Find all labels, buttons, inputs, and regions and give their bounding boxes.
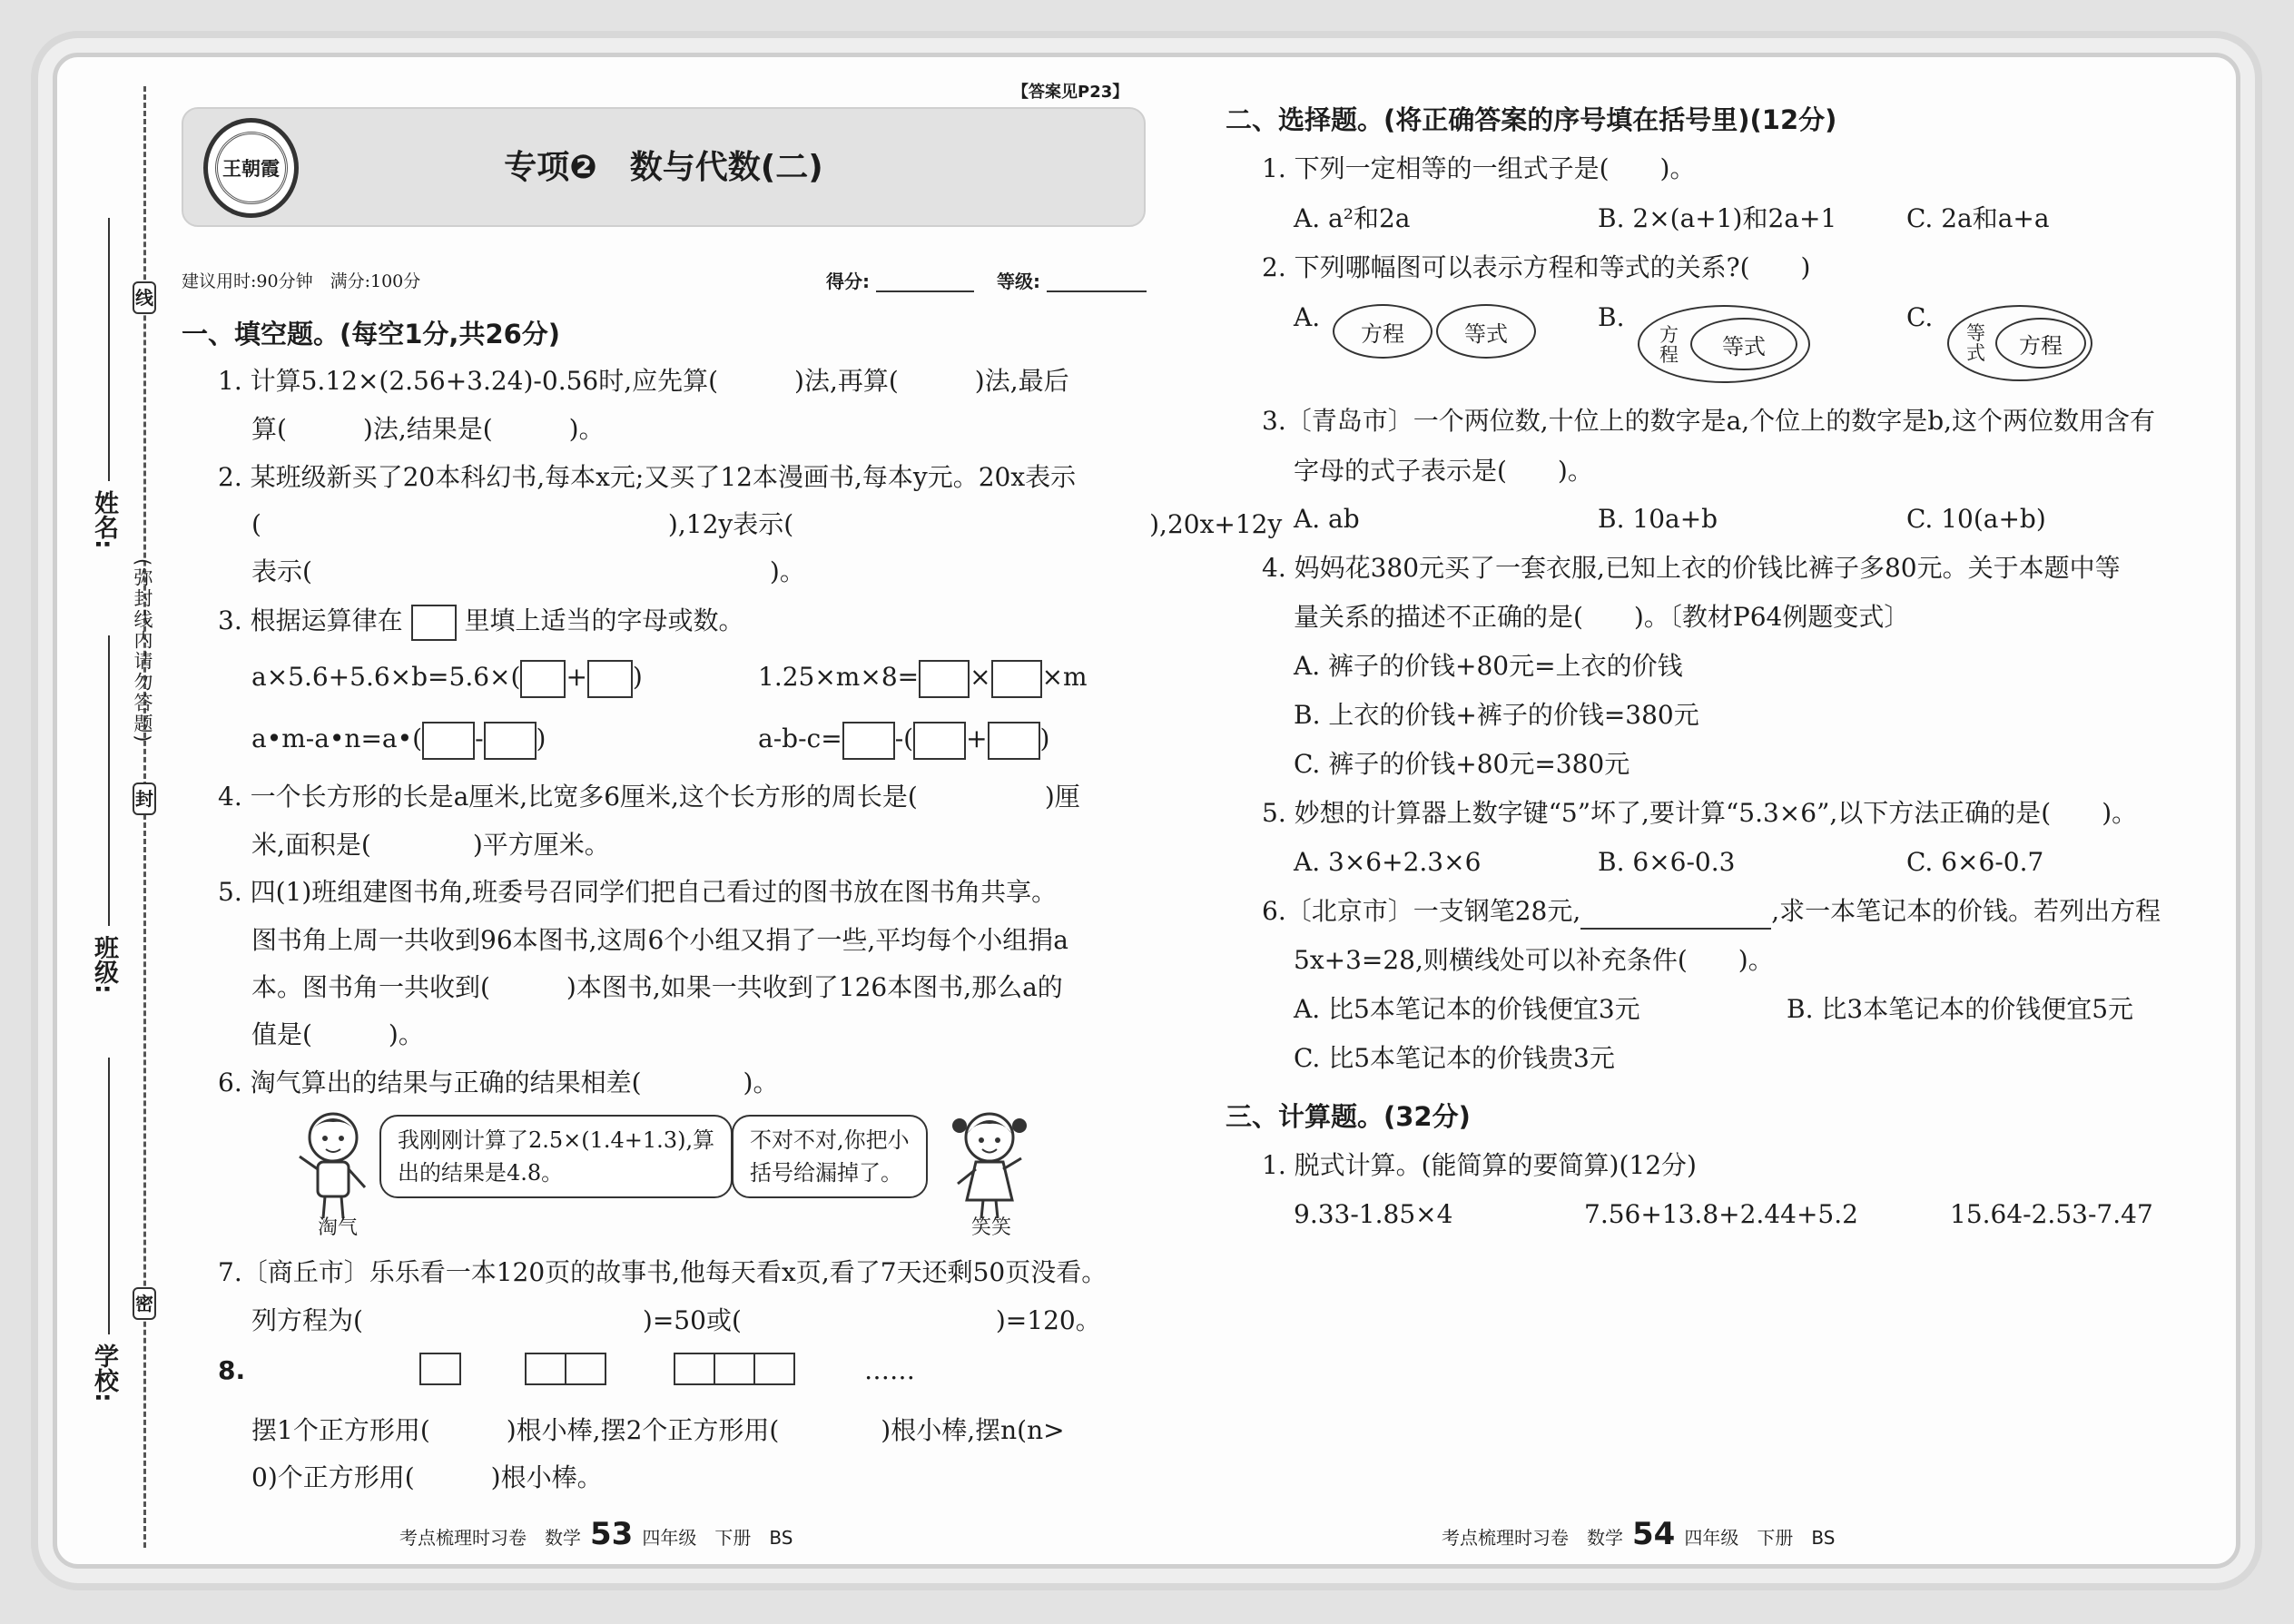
r-q5-option-a[interactable]: A. 3×6+2.3×6 (1294, 847, 1482, 877)
q1-line2: 算( )法,结果是( )。 (251, 414, 605, 444)
answer-box[interactable] (913, 722, 966, 760)
school-field[interactable] (108, 1058, 110, 1334)
r-q3-option-b[interactable]: B. 10a+b (1598, 504, 1718, 534)
expr-text: ) (1039, 723, 1050, 753)
answer-box[interactable] (422, 722, 475, 760)
venn-c-inner-fangcheng: 方程 (1995, 318, 2086, 369)
q5-line2: 图书角上周一共收到96本图书,这周6个小组又捐了一些,平均每个小组捐a (251, 925, 1068, 955)
class-label: 班级: (90, 935, 118, 994)
title-banner (182, 107, 1146, 227)
seal-char-feng: 封 (133, 782, 156, 815)
q7-line1: 7.〔商丘市〕乐乐看一本120页的故事书,他每天看x页,看了7天还剩50页没看。 (218, 1257, 1108, 1287)
answer-box[interactable] (991, 660, 1042, 698)
section-fill-in: 一、填空题。(每空1分,共26分) (182, 319, 561, 349)
character-label-xiaoxiao: 笑笑 (971, 1216, 1012, 1239)
r-q3-line1: 3.〔青岛市〕一个两位数,十位上的数字是a,个位上的数字是b,这个两位数用含有 (1262, 406, 2156, 436)
seal-char-xian: 线 (133, 281, 156, 314)
class-field[interactable] (108, 635, 110, 926)
r-q2-option-c[interactable]: C. (1906, 302, 1934, 332)
q8-line2: 0)个正方形用( )根小棒。 (251, 1462, 603, 1492)
r-q6-option-b[interactable]: B. 比3本笔记本的价钱便宜5元 (1787, 994, 2134, 1024)
xiaoxiao-girl-figure (949, 1106, 1030, 1224)
r-q1: 1. 下列一定相等的一组式子是( )。 (1262, 153, 1696, 183)
square (525, 1353, 566, 1385)
r-q3-line2: 字母的式子表示是( )。 (1294, 456, 1593, 486)
suggested-time: 建议用时:90分钟 满分:100分 (182, 271, 421, 291)
q5-line3: 本。图书角一共收到( )本图书,如果一共收到了126本图书,那么a的 (251, 972, 1063, 1002)
q2-line3: 表示( )。 (251, 556, 805, 586)
pattern-ellipsis: …… (864, 1355, 915, 1385)
r-q5-option-c[interactable]: C. 6×6-0.7 (1906, 847, 2044, 877)
stick-square-3 (674, 1353, 795, 1385)
venn-a-dengshi: 等式 (1436, 304, 1536, 359)
answer-box[interactable] (484, 722, 537, 760)
expr-text: -( (894, 723, 914, 753)
expr-text: a×5.6+5.6×b=5.6×( (251, 662, 521, 692)
q1-line1: 1. 计算5.12×(2.56+3.24)-0.56时,应先算( )法,再算( )法,最后 (218, 366, 1069, 396)
r-q2-option-b[interactable]: B. (1598, 302, 1625, 332)
q3-row1-right (758, 659, 1088, 698)
venn-c-char: 等 (1966, 322, 1985, 344)
section-calculation: 三、计算题。(32分) (1226, 1101, 1471, 1132)
bubble-line: 不对不对,你把小 (750, 1127, 910, 1153)
answer-box[interactable] (842, 722, 895, 760)
score-field[interactable] (876, 269, 974, 292)
q6-line1: 6. 淘气算出的结果与正确的结果相差( )。 (218, 1068, 779, 1097)
q3-row2-left (251, 721, 546, 760)
r-q1-option-a[interactable]: A. a²和2a (1294, 203, 1411, 233)
answer-box-sample (411, 605, 457, 641)
logo-text: 王朝霞 (215, 132, 288, 204)
taoqi-boy-figure (292, 1106, 374, 1224)
bubble-line: 我刚刚计算了2.5×(1.4+1.3),算 (398, 1127, 715, 1153)
venn-b-char: 方 (1659, 324, 1679, 346)
score-label: 得分: (826, 271, 870, 292)
r-c1-expr-a: 9.33-1.85×4 (1294, 1199, 1453, 1229)
q4-line1: 4. 一个长方形的长是a厘米,比宽多6厘米,这个长方形的周长是( )厘 (218, 782, 1080, 812)
r-q1-option-b[interactable]: B. 2×(a+1)和2a+1 (1598, 203, 1837, 233)
r-q4-option-b[interactable]: B. 上衣的价钱+裤子的价钱=380元 (1294, 700, 1699, 730)
times-sign: × (970, 662, 991, 692)
answer-box[interactable] (520, 660, 566, 698)
q8-number: 8. (218, 1355, 246, 1385)
condition-blank[interactable] (1580, 901, 1771, 930)
square (565, 1353, 606, 1385)
venn-c-char: 式 (1966, 342, 1985, 364)
school-label: 学校: (90, 1343, 118, 1403)
footer-grade: 四年级 下册 BS (642, 1527, 793, 1549)
q5-line4: 值是( )。 (251, 1019, 424, 1049)
q7-line2: 列方程为( )=50或( )=120。 (251, 1305, 1101, 1335)
square (753, 1353, 795, 1385)
expr-text: a•m-a•n=a•( (251, 723, 423, 753)
speech-bubble-taoqi (379, 1115, 733, 1198)
r-q6-line2: 5x+3=28,则横线处可以补充条件( )。 (1294, 945, 1774, 975)
venn-a-fangcheng: 方程 (1333, 304, 1433, 359)
venn-c-outer-label (1966, 323, 1985, 363)
footer-left (399, 1516, 793, 1552)
r-c1: 1. 脱式计算。(能简算的要简算)(12分) (1262, 1150, 1697, 1180)
q8-line1: 摆1个正方形用( )根小棒,摆2个正方形用( )根小棒,摆n(n> (251, 1415, 1065, 1445)
square (419, 1353, 461, 1385)
q3-line1 (218, 603, 743, 641)
footer-series: 考点梳理时习卷 数学 (1442, 1527, 1623, 1549)
stick-square-1 (419, 1353, 461, 1385)
q5-line1: 5. 四(1)班组建图书角,班委号召同学们把自己看过的图书放在图书角共享。 (218, 877, 1058, 907)
q3-row2-right (758, 721, 1049, 760)
q2-line1: 2. 某班级新买了20本科幻书,每本x元;又买了12本漫画书,每本y元。20x表示 (218, 462, 1077, 492)
grade-field[interactable] (1047, 269, 1147, 292)
r-q6-option-a[interactable]: A. 比5本笔记本的价钱便宜3元 (1294, 994, 1640, 1024)
bubble-line: 括号给漏掉了。 (750, 1160, 902, 1186)
expr-text: a-b-c= (758, 723, 842, 753)
r-q3-option-a[interactable]: A. ab (1294, 504, 1360, 534)
q2-line2: ( ),12y表示( ),20x+12y (251, 509, 1283, 539)
stick-square-2 (525, 1353, 606, 1385)
q4-line2: 米,面积是( )平方厘米。 (251, 830, 610, 860)
expr-text: ) (632, 662, 643, 692)
grade-label: 等级: (997, 271, 1040, 292)
answer-box[interactable] (988, 722, 1040, 760)
footer-grade: 四年级 下册 BS (1684, 1527, 1836, 1549)
name-field[interactable] (108, 218, 110, 481)
answer-box[interactable] (587, 660, 633, 698)
answer-box[interactable] (919, 660, 970, 698)
character-label-taoqi: 淘气 (318, 1216, 359, 1239)
seal-notice: (弥封线内请勿答题) (132, 558, 153, 744)
page-number: 54 (1632, 1516, 1676, 1552)
footer-series: 考点梳理时习卷 数学 (399, 1527, 581, 1549)
venn-b-outer-label (1659, 325, 1679, 365)
r-q5: 5. 妙想的计算器上数字键“5”坏了,要计算“5.3×6”,以下方法正确的是( )。 (1262, 798, 2138, 828)
expr-text: ×m (1041, 662, 1088, 692)
r-q1-option-c[interactable]: C. 2a和a+a (1906, 203, 2050, 233)
r-q6-option-c[interactable]: C. 比5本笔记本的价钱贵3元 (1294, 1043, 1615, 1073)
minus-sign: - (475, 723, 484, 753)
r-q4-option-a[interactable]: A. 裤子的价钱+80元=上衣的价钱 (1294, 651, 1683, 681)
name-label: 姓名: (90, 490, 118, 549)
r-q2-option-a[interactable]: A. (1294, 302, 1321, 332)
footer-right (1442, 1516, 1835, 1552)
r-c1-expr-c: 15.64-2.53-7.47 (1950, 1199, 2153, 1229)
answer-reference: 【答案见P23】 (1012, 83, 1129, 102)
expr-text: ) (536, 723, 546, 753)
expr-text: 1.25×m×8= (758, 662, 920, 692)
q3-text-a: 3. 根据运算律在 (218, 605, 403, 635)
speech-bubble-xiaoxiao (732, 1115, 928, 1198)
r-q4-option-c[interactable]: C. 裤子的价钱+80元=380元 (1294, 749, 1630, 779)
r-q2: 2. 下列哪幅图可以表示方程和等式的关系?( ) (1262, 252, 1811, 282)
page-number: 53 (590, 1516, 634, 1552)
q6-text-a: 6.〔北京市〕一支钢笔28元, (1262, 896, 1581, 926)
r-q3-option-c[interactable]: C. 10(a+b) (1906, 504, 2046, 534)
seal-char-mi: 密 (133, 1287, 156, 1320)
square (674, 1353, 715, 1385)
r-q6-line1 (1262, 893, 2161, 930)
q6-text-b: ,求一本笔记本的价钱。若列出方程 (1771, 896, 2161, 926)
section-choice: 二、选择题。(将正确答案的序号填在括号里)(12分) (1226, 104, 1837, 135)
r-q5-option-b[interactable]: B. 6×6-0.3 (1598, 847, 1736, 877)
r-q4-line2: 量关系的描述不正确的是( )。〔教材P64例题变式〕 (1294, 602, 1910, 632)
r-q4-line1: 4. 妈妈花380元买了一套衣服,已知上衣的价钱比裤子多80元。关于本题中等 (1262, 553, 2121, 583)
square (714, 1353, 755, 1385)
venn-b-inner-dengshi: 等式 (1690, 318, 1797, 370)
bubble-line: 出的结果是4.8。 (398, 1160, 564, 1186)
page-title: 专项❷ 数与代数(二) (504, 149, 823, 186)
r-c1-expr-b: 7.56+13.8+2.44+5.2 (1584, 1199, 1858, 1229)
q3-row1-left (251, 659, 643, 698)
venn-b-char: 程 (1659, 344, 1679, 366)
q3-text-b: 里填上适当的字母或数。 (464, 605, 744, 635)
plus-sign: + (966, 723, 988, 753)
plus-sign: + (566, 662, 587, 692)
